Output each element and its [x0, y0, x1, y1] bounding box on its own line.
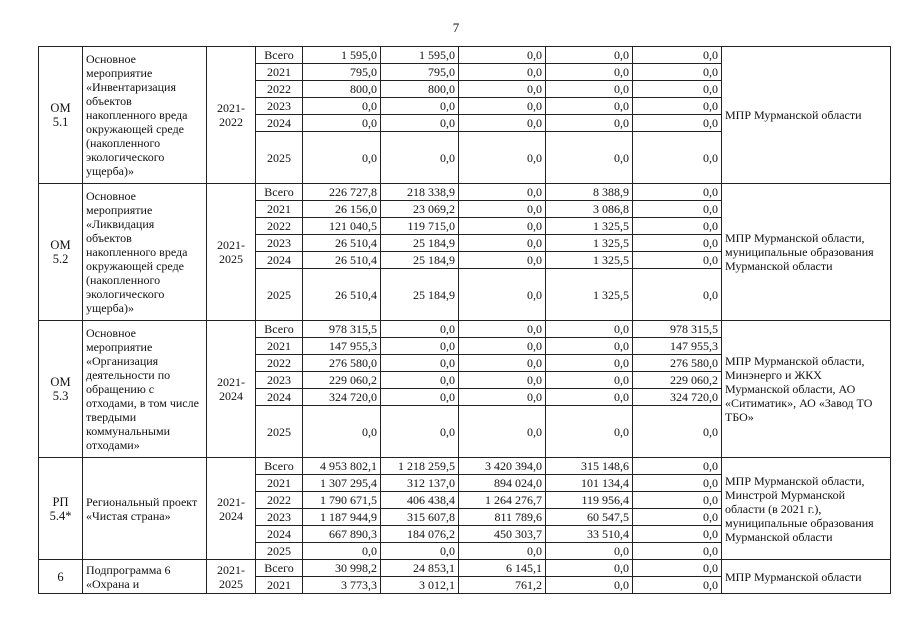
amount-cell: 121 040,5: [303, 218, 381, 235]
amount-cell: 0,0: [546, 132, 633, 184]
amount-cell: 800,0: [381, 81, 459, 98]
amount-cell: 0,0: [546, 115, 633, 132]
amount-cell: 0,0: [546, 81, 633, 98]
amount-cell: 6 145,1: [459, 560, 546, 577]
year-cell: 2025: [256, 406, 303, 458]
amount-cell: 119 956,4: [546, 492, 633, 509]
amount-cell: 1 325,5: [546, 252, 633, 269]
amount-cell: 0,0: [459, 98, 546, 115]
amount-cell: 0,0: [633, 235, 722, 252]
amount-cell: 0,0: [381, 372, 459, 389]
amount-cell: 315 607,8: [381, 509, 459, 526]
amount-cell: 1 325,5: [546, 218, 633, 235]
activity-name: Основное мероприятие «Организация деятельности по обращению с отходами, в том числе твердыми коммунальными отходами»: [83, 321, 207, 458]
amount-cell: 0,0: [381, 355, 459, 372]
amount-cell: 0,0: [546, 543, 633, 560]
amount-cell: 184 076,2: [381, 526, 459, 543]
amount-cell: 406 438,4: [381, 492, 459, 509]
budget-table: [38, 46, 891, 594]
amount-cell: 1 307 295,4: [303, 475, 381, 492]
year-cell: Всего: [256, 560, 303, 577]
amount-cell: 0,0: [633, 526, 722, 543]
amount-cell: 0,0: [381, 389, 459, 406]
amount-cell: 1 325,5: [546, 269, 633, 321]
amount-cell: 0,0: [546, 372, 633, 389]
amount-cell: 0,0: [381, 115, 459, 132]
amount-cell: 276 580,0: [303, 355, 381, 372]
amount-cell: 0,0: [633, 132, 722, 184]
activity-name: Основное мероприятие «Инвентаризация объектов накопленного вреда окружающей среде (накопленного экологического ущерба)»: [83, 47, 207, 184]
amount-cell: 276 580,0: [633, 355, 722, 372]
year-cell: 2023: [256, 372, 303, 389]
amount-cell: 312 137,0: [381, 475, 459, 492]
amount-cell: 0,0: [633, 218, 722, 235]
amount-cell: 0,0: [633, 560, 722, 577]
amount-cell: 0,0: [381, 132, 459, 184]
amount-cell: 3 012,1: [381, 577, 459, 594]
amount-cell: 0,0: [546, 355, 633, 372]
amount-cell: 0,0: [546, 64, 633, 81]
amount-cell: 0,0: [459, 218, 546, 235]
executor-cell: МПР Мурманской области, Минэнерго и ЖКХ Мурманской области, АО «Ситиматик», АО «Завод ТО ТБО»: [722, 321, 891, 458]
year-cell: 2021: [256, 475, 303, 492]
amount-cell: 978 315,5: [633, 321, 722, 338]
amount-cell: 0,0: [459, 184, 546, 201]
amount-cell: 0,0: [633, 184, 722, 201]
amount-cell: 315 148,6: [546, 458, 633, 475]
amount-cell: 0,0: [303, 132, 381, 184]
amount-cell: 0,0: [633, 543, 722, 560]
amount-cell: 0,0: [459, 132, 546, 184]
year-cell: 2024: [256, 252, 303, 269]
year-cell: Всего: [256, 321, 303, 338]
year-cell: 2022: [256, 355, 303, 372]
amount-cell: 101 134,4: [546, 475, 633, 492]
amount-cell: 667 890,3: [303, 526, 381, 543]
amount-cell: 1 187 944,9: [303, 509, 381, 526]
year-cell: 2022: [256, 492, 303, 509]
year-cell: Всего: [256, 458, 303, 475]
amount-cell: 25 184,9: [381, 252, 459, 269]
amount-cell: 26 510,4: [303, 252, 381, 269]
amount-cell: 147 955,3: [303, 338, 381, 355]
amount-cell: 3 086,8: [546, 201, 633, 218]
amount-cell: 811 789,6: [459, 509, 546, 526]
amount-cell: 0,0: [459, 321, 546, 338]
executor-cell: МПР Мурманской области: [722, 47, 891, 184]
activity-code: РП 5.4*: [39, 458, 83, 560]
amount-cell: 26 510,4: [303, 235, 381, 252]
activity-name: Подпрограмма 6 «Охрана и: [83, 560, 207, 594]
activity-code: ОМ 5.2: [39, 184, 83, 321]
amount-cell: 1 595,0: [381, 47, 459, 64]
year-cell: 2025: [256, 543, 303, 560]
amount-cell: 25 184,9: [381, 235, 459, 252]
year-cell: 2023: [256, 235, 303, 252]
amount-cell: 0,0: [633, 98, 722, 115]
year-cell: 2024: [256, 115, 303, 132]
amount-cell: 119 715,0: [381, 218, 459, 235]
year-cell: 2022: [256, 81, 303, 98]
activity-period: 2021-2025: [207, 560, 256, 594]
amount-cell: 0,0: [303, 543, 381, 560]
amount-cell: 0,0: [633, 406, 722, 458]
year-cell: 2021: [256, 338, 303, 355]
amount-cell: 0,0: [546, 560, 633, 577]
amount-cell: 0,0: [459, 338, 546, 355]
amount-cell: 0,0: [381, 321, 459, 338]
table-row: [39, 560, 891, 577]
amount-cell: 0,0: [303, 115, 381, 132]
amount-cell: 978 315,5: [303, 321, 381, 338]
amount-cell: 3 420 394,0: [459, 458, 546, 475]
year-cell: 2025: [256, 132, 303, 184]
amount-cell: 30 998,2: [303, 560, 381, 577]
amount-cell: 0,0: [633, 81, 722, 98]
amount-cell: 894 024,0: [459, 475, 546, 492]
amount-cell: 226 727,8: [303, 184, 381, 201]
table-row: [39, 458, 891, 475]
activity-code: ОМ 5.1: [39, 47, 83, 184]
year-cell: 2021: [256, 577, 303, 594]
amount-cell: 0,0: [381, 543, 459, 560]
amount-cell: 0,0: [459, 543, 546, 560]
amount-cell: 0,0: [381, 406, 459, 458]
amount-cell: 795,0: [303, 64, 381, 81]
amount-cell: 26 156,0: [303, 201, 381, 218]
year-cell: 2023: [256, 509, 303, 526]
year-cell: 2024: [256, 389, 303, 406]
amount-cell: 1 595,0: [303, 47, 381, 64]
amount-cell: 3 773,3: [303, 577, 381, 594]
amount-cell: 0,0: [633, 509, 722, 526]
amount-cell: 218 338,9: [381, 184, 459, 201]
amount-cell: 0,0: [459, 269, 546, 321]
amount-cell: 24 853,1: [381, 560, 459, 577]
amount-cell: 800,0: [303, 81, 381, 98]
amount-cell: 25 184,9: [381, 269, 459, 321]
amount-cell: 1 218 259,5: [381, 458, 459, 475]
activity-period: 2021-2024: [207, 321, 256, 458]
amount-cell: 0,0: [459, 115, 546, 132]
amount-cell: 0,0: [633, 201, 722, 218]
amount-cell: 795,0: [381, 64, 459, 81]
amount-cell: 0,0: [546, 389, 633, 406]
executor-cell: МПР Мурманской области: [722, 560, 891, 594]
amount-cell: 0,0: [546, 321, 633, 338]
activity-period: 2021-2025: [207, 184, 256, 321]
amount-cell: 0,0: [546, 577, 633, 594]
amount-cell: 33 510,4: [546, 526, 633, 543]
amount-cell: 0,0: [303, 98, 381, 115]
amount-cell: 0,0: [459, 252, 546, 269]
amount-cell: 0,0: [633, 492, 722, 509]
amount-cell: 0,0: [459, 372, 546, 389]
amount-cell: 0,0: [633, 252, 722, 269]
year-cell: 2023: [256, 98, 303, 115]
budget-table-body: [39, 47, 891, 594]
amount-cell: 26 510,4: [303, 269, 381, 321]
table-row: [39, 47, 891, 64]
year-cell: 2024: [256, 526, 303, 543]
year-cell: 2021: [256, 64, 303, 81]
amount-cell: 4 953 802,1: [303, 458, 381, 475]
amount-cell: 0,0: [459, 235, 546, 252]
page-number: 7: [452, 20, 460, 35]
amount-cell: 147 955,3: [633, 338, 722, 355]
amount-cell: 0,0: [459, 389, 546, 406]
table-row: [39, 184, 891, 201]
amount-cell: 23 069,2: [381, 201, 459, 218]
amount-cell: 0,0: [459, 81, 546, 98]
amount-cell: 0,0: [381, 338, 459, 355]
amount-cell: 1 264 276,7: [459, 492, 546, 509]
activity-code: 6: [39, 560, 83, 594]
amount-cell: 0,0: [633, 458, 722, 475]
year-cell: 2021: [256, 201, 303, 218]
year-cell: Всего: [256, 47, 303, 64]
table-row: [39, 321, 891, 338]
amount-cell: 0,0: [633, 115, 722, 132]
amount-cell: 0,0: [633, 47, 722, 64]
activity-name: Региональный проект «Чистая страна»: [83, 458, 207, 560]
amount-cell: 1 325,5: [546, 235, 633, 252]
year-cell: Всего: [256, 184, 303, 201]
amount-cell: 0,0: [459, 47, 546, 64]
amount-cell: 0,0: [633, 269, 722, 321]
amount-cell: 0,0: [546, 406, 633, 458]
amount-cell: 761,2: [459, 577, 546, 594]
activity-code: ОМ 5.3: [39, 321, 83, 458]
amount-cell: 0,0: [633, 577, 722, 594]
executor-cell: МПР Мурманской области, Минстрой Мурманской области (в 2021 г.), муниципальные образования Мурманской области: [722, 458, 891, 560]
amount-cell: 8 388,9: [546, 184, 633, 201]
amount-cell: 1 790 671,5: [303, 492, 381, 509]
amount-cell: 229 060,2: [303, 372, 381, 389]
year-cell: 2022: [256, 218, 303, 235]
amount-cell: 60 547,5: [546, 509, 633, 526]
amount-cell: 0,0: [459, 355, 546, 372]
amount-cell: 0,0: [546, 98, 633, 115]
activity-name: Основное мероприятие «Ликвидация объектов накопленного вреда окружающей среде (накопленного экологического ущерба)»: [83, 184, 207, 321]
amount-cell: 450 303,7: [459, 526, 546, 543]
amount-cell: 324 720,0: [303, 389, 381, 406]
amount-cell: 0,0: [381, 98, 459, 115]
amount-cell: 0,0: [546, 47, 633, 64]
amount-cell: 0,0: [459, 201, 546, 218]
activity-period: 2021-2024: [207, 458, 256, 560]
executor-cell: МПР Мурманской области, муниципальные образования Мурманской области: [722, 184, 891, 321]
year-cell: 2025: [256, 269, 303, 321]
amount-cell: 0,0: [633, 475, 722, 492]
amount-cell: 0,0: [459, 406, 546, 458]
amount-cell: 0,0: [303, 406, 381, 458]
amount-cell: 324 720,0: [633, 389, 722, 406]
amount-cell: 0,0: [546, 338, 633, 355]
amount-cell: 0,0: [633, 64, 722, 81]
amount-cell: 229 060,2: [633, 372, 722, 389]
amount-cell: 0,0: [459, 64, 546, 81]
activity-period: 2021-2022: [207, 47, 256, 184]
